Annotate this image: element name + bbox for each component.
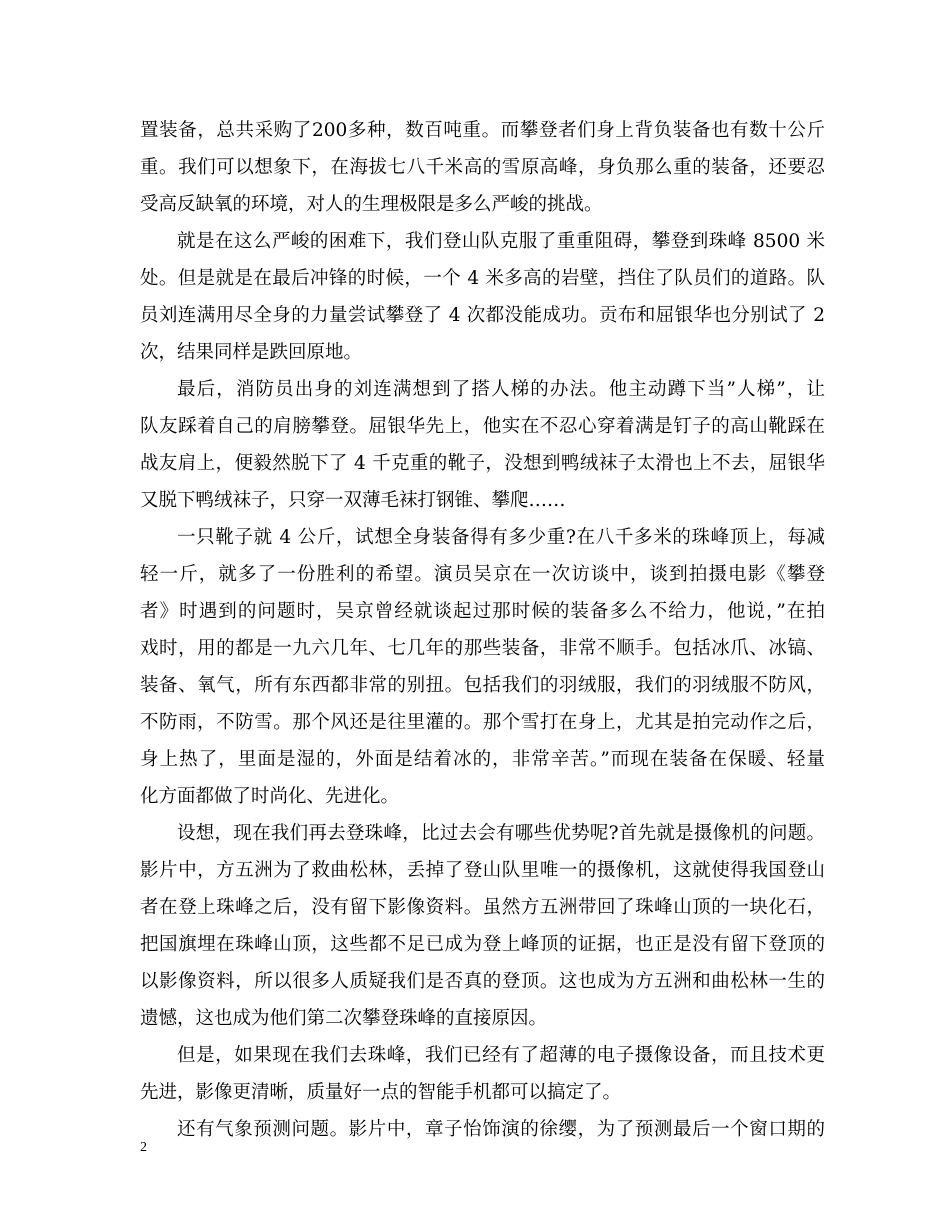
text-line: 先进，影像更清晰，质量好一点的智能手机都可以搞定了。 [140,1082,622,1103]
text-line: 一只靴子就 4 公斤，试想全身装备得有多少重?在八千多米的珠峰顶上，每减 [177,527,825,548]
text-line: 设想，现在我们再去登珠峰，比过去会有哪些优势呢?首先就是摄像机的问题。 [177,823,825,844]
text-line: 把国旗埋在珠峰山顶，这些都不足已成为登上峰顶的证据，也正是没有留下登顶的 [140,934,825,955]
text-line: 就是在这么严峻的困难下，我们登山队克服了重重阻碍，攀登到珠峰 8500 米 [177,231,825,252]
text-line: 以影像资料，所以很多人质疑我们是否真的登顶。这也成为方五洲和曲松林一生的 [140,971,825,992]
text-line: 遗憾，这也成为他们第二次攀登珠峰的直接原因。 [140,1008,548,1029]
text-line: 最后，消防员出身的刘连满想到了搭人梯的办法。他主动蹲下当”人梯”，让 [177,379,825,400]
text-line: 员刘连满用尽全身的力量尝试攀登了 4 次都没能成功。贡布和屈银华也分别试了 2 [140,305,825,326]
text-line: 不防雨，不防雪。那个风还是往里灌的。那个雪打在身上，尤其是拍完动作之后， [140,712,825,733]
text-line: 次，结果同样是跌回原地。 [140,342,363,363]
text-line: 化方面都做了时尚化、先进化。 [140,786,400,807]
text-line: 者》时遇到的问题时，吴京曾经就谈起过那时候的装备多么不给力，他说，”在拍 [140,601,825,622]
text-line: 影片中，方五洲为了救曲松林，丢掉了登山队里唯一的摄像机，这就使得我国登山 [140,860,825,881]
text-line: 处。但是就是在最后冲锋的时候，一个 4 米多高的岩壁，挡住了队员们的道路。队 [140,268,825,289]
text-line: 又脱下鸭绒袜子，只穿一双薄毛袜打钢锥、攀爬…… [140,490,566,511]
body-text [140,112,825,1148]
text-line: 戏时，用的都是一九六几年、七几年的那些装备，非常不顺手。包括冰爪、冰镐、 [140,638,825,659]
text-line: 但是，如果现在我们去珠峰，我们已经有了超薄的电子摄像设备，而且技术更 [177,1045,825,1066]
text-line: 者在登上珠峰之后，没有留下影像资料。虽然方五洲带回了珠峰山顶的一块化石， [140,897,825,918]
text-line: 受高反缺氧的环境，对人的生理极限是多么严峻的挑战。 [140,194,603,215]
page-number: 2 [140,1140,147,1155]
text-line: 装备、氧气，所有东西都非常的别扭。包括我们的羽绒服，我们的羽绒服不防风， [140,675,825,696]
text-line: 置装备，总共采购了200多种，数百吨重。而攀登者们身上背负装备也有数十公斤 [140,120,825,141]
text-line: 战友肩上，便毅然脱下了 4 千克重的靴子，没想到鸭绒袜子太滑也上不去，屈银华 [140,453,825,474]
text-line: 还有气象预测问题。影片中，章子怡饰演的徐缨，为了预测最后一个窗口期的 [177,1119,825,1140]
text-line: 重。我们可以想象下，在海拔七八千米高的雪原高峰，身负那么重的装备，还要忍 [140,157,825,178]
text-line: 身上热了，里面是湿的，外面是结着冰的，非常辛苦。”而现在装备在保暖、轻量 [140,749,825,770]
text-line: 队友踩着自己的肩膀攀登。屈银华先上，他实在不忍心穿着满是钉子的高山靴踩在 [140,416,825,437]
text-line: 轻一斤，就多了一份胜利的希望。演员吴京在一次访谈中，谈到拍摄电影《攀登 [140,564,825,585]
